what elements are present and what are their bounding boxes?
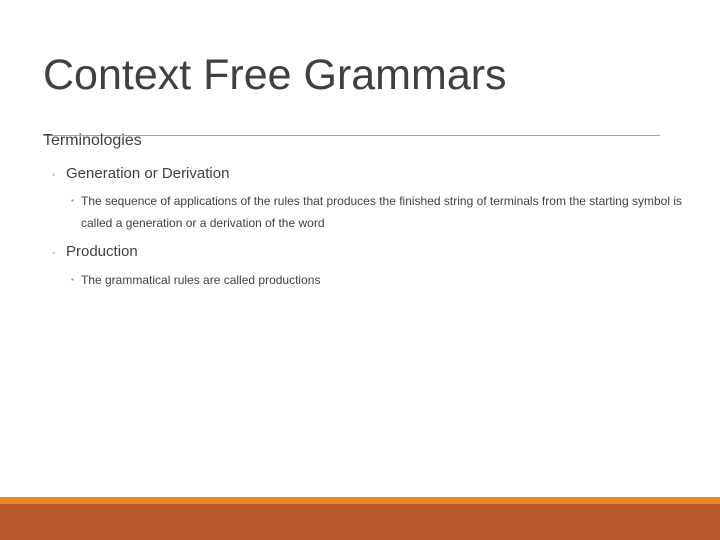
section-heading: Terminologies	[43, 132, 142, 149]
sub-bullet-text: The sequence of applications of the rules that produces the finished string of terminals from the starting symbol is called a generation or a derivation of the word	[81, 194, 682, 230]
bullet-circle-icon: ◦	[52, 170, 56, 181]
sub-list-item	[71, 269, 691, 291]
bullet-label: Generation or Derivation	[66, 165, 230, 182]
footer-band	[0, 504, 720, 540]
list-item	[52, 242, 138, 262]
sub-bullet-text: The grammatical rules are called productions	[81, 273, 321, 287]
slide-title: Context Free Grammars	[43, 51, 507, 99]
bullet-square-icon: ▪	[71, 196, 74, 205]
bullet-label: Production	[66, 243, 138, 260]
bullet-square-icon: ▪	[71, 275, 74, 284]
list-item	[52, 164, 229, 184]
footer-accent-band	[0, 497, 720, 504]
sub-list-item	[71, 190, 691, 234]
bullet-circle-icon: ◦	[52, 248, 56, 259]
